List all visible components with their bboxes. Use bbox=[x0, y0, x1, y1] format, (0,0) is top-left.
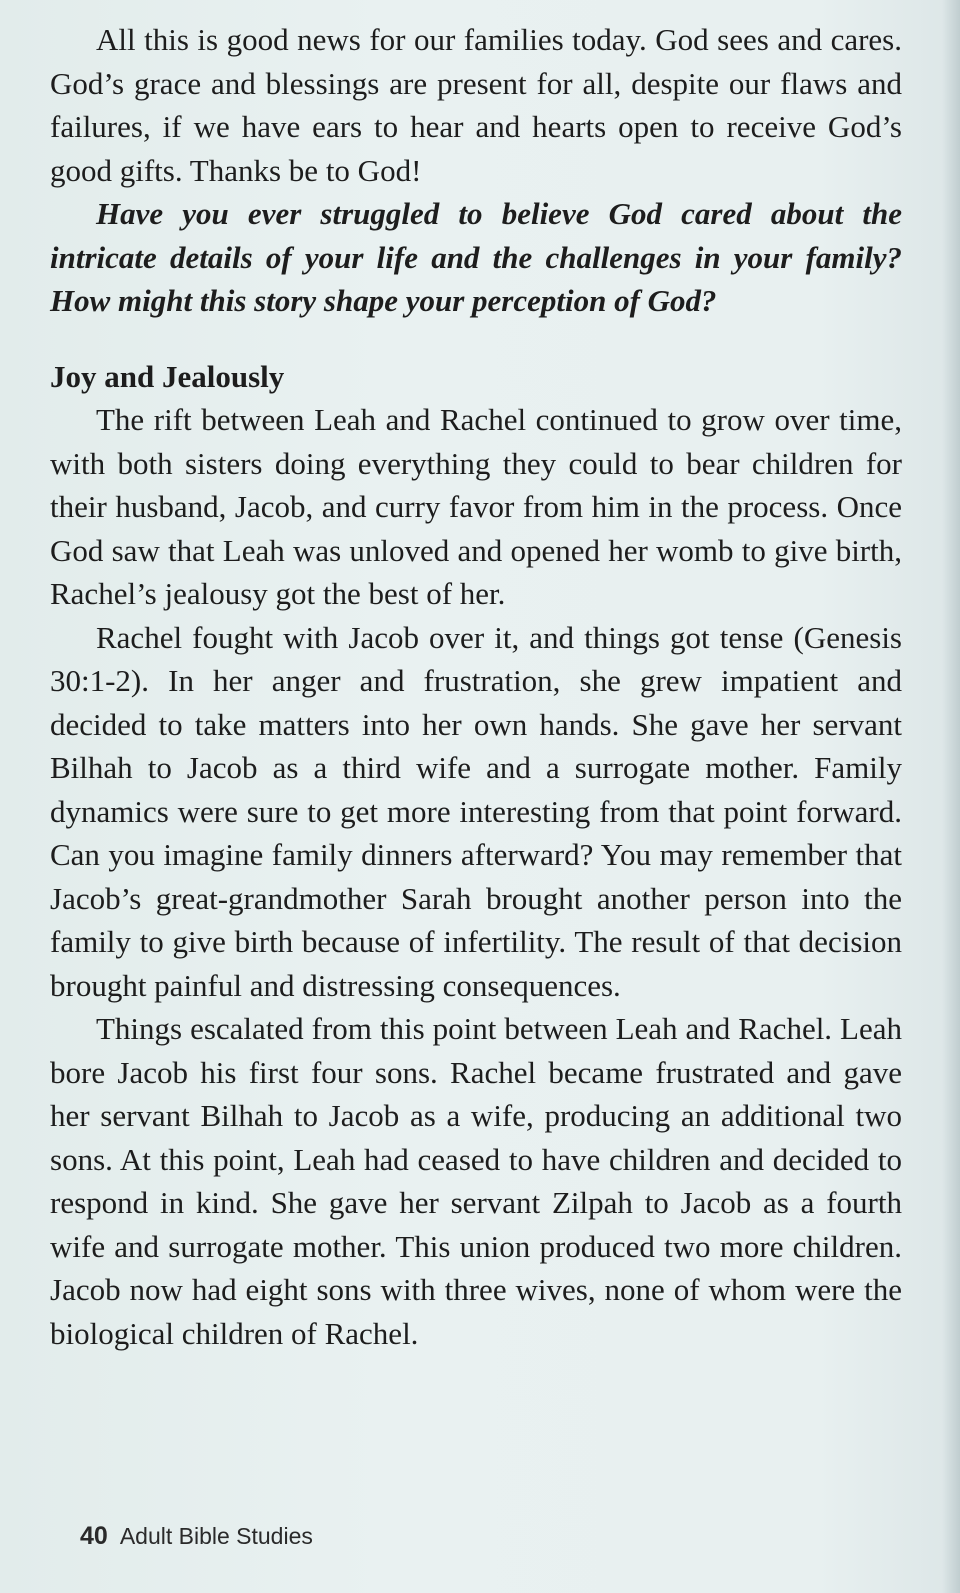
reflection-question: Have you ever struggled to believe God cared about the intricate details of your life and the challenges in your family? How might this story shape your perception of God? bbox=[50, 196, 902, 318]
page-footer bbox=[80, 1522, 313, 1551]
paragraph-intro: All this is good news for our families today. God sees and cares. God’s grace and blessings are present for all, despite our flaws and failures, if we have ears to hear and hearts open to receive God’s good gifts. Thanks be to God! bbox=[50, 22, 902, 188]
page-number: 40 bbox=[80, 1522, 108, 1550]
paragraph-rachel-fought: Rachel fought with Jacob over it, and things got tense (Genesis 30:1-2). In her anger and frustration, she grew impatient and decided to take matters into her own hands. She gave her servant Bilhah to Jacob as a third wife and a surrogate mother. Family dynamics were sure to get more interesting from that point forward. Can you imagine family dinners afterward? You may remember that Jacob’s great-grandmother Sarah brought another person into the family to give birth because of infertility. The result of that decision brought painful and distressing consequences. bbox=[50, 619, 902, 1003]
page-edge-shadow bbox=[942, 0, 960, 1593]
body-text bbox=[50, 18, 902, 1355]
paragraph-escalated: Things escalated from this point between Leah and Rachel. Leah bore Jacob his first four sons. Rachel became frustrated and gave her servant Bilhah to Jacob as a wife, producing an additional two sons. At this point, Leah had ceased to have children and decided to respond in kind. She gave her servant Zilpah to Jacob as a fourth wife and surrogate mother. This union produced two more children. Jacob now had eight sons with three wives, none of whom were the biological children of Rachel. bbox=[50, 1011, 902, 1351]
series-title: Adult Bible Studies bbox=[119, 1523, 313, 1549]
paragraph-rift: The rift between Leah and Rachel continued to grow over time, with both sisters doing everything they could to bear children for their husband, Jacob, and curry favor from him in the process. Once God saw that Leah was unloved and opened her womb to give birth, Rachel’s jealousy got the best of her. bbox=[50, 402, 902, 611]
section-heading: Joy and Jealously bbox=[50, 358, 285, 394]
